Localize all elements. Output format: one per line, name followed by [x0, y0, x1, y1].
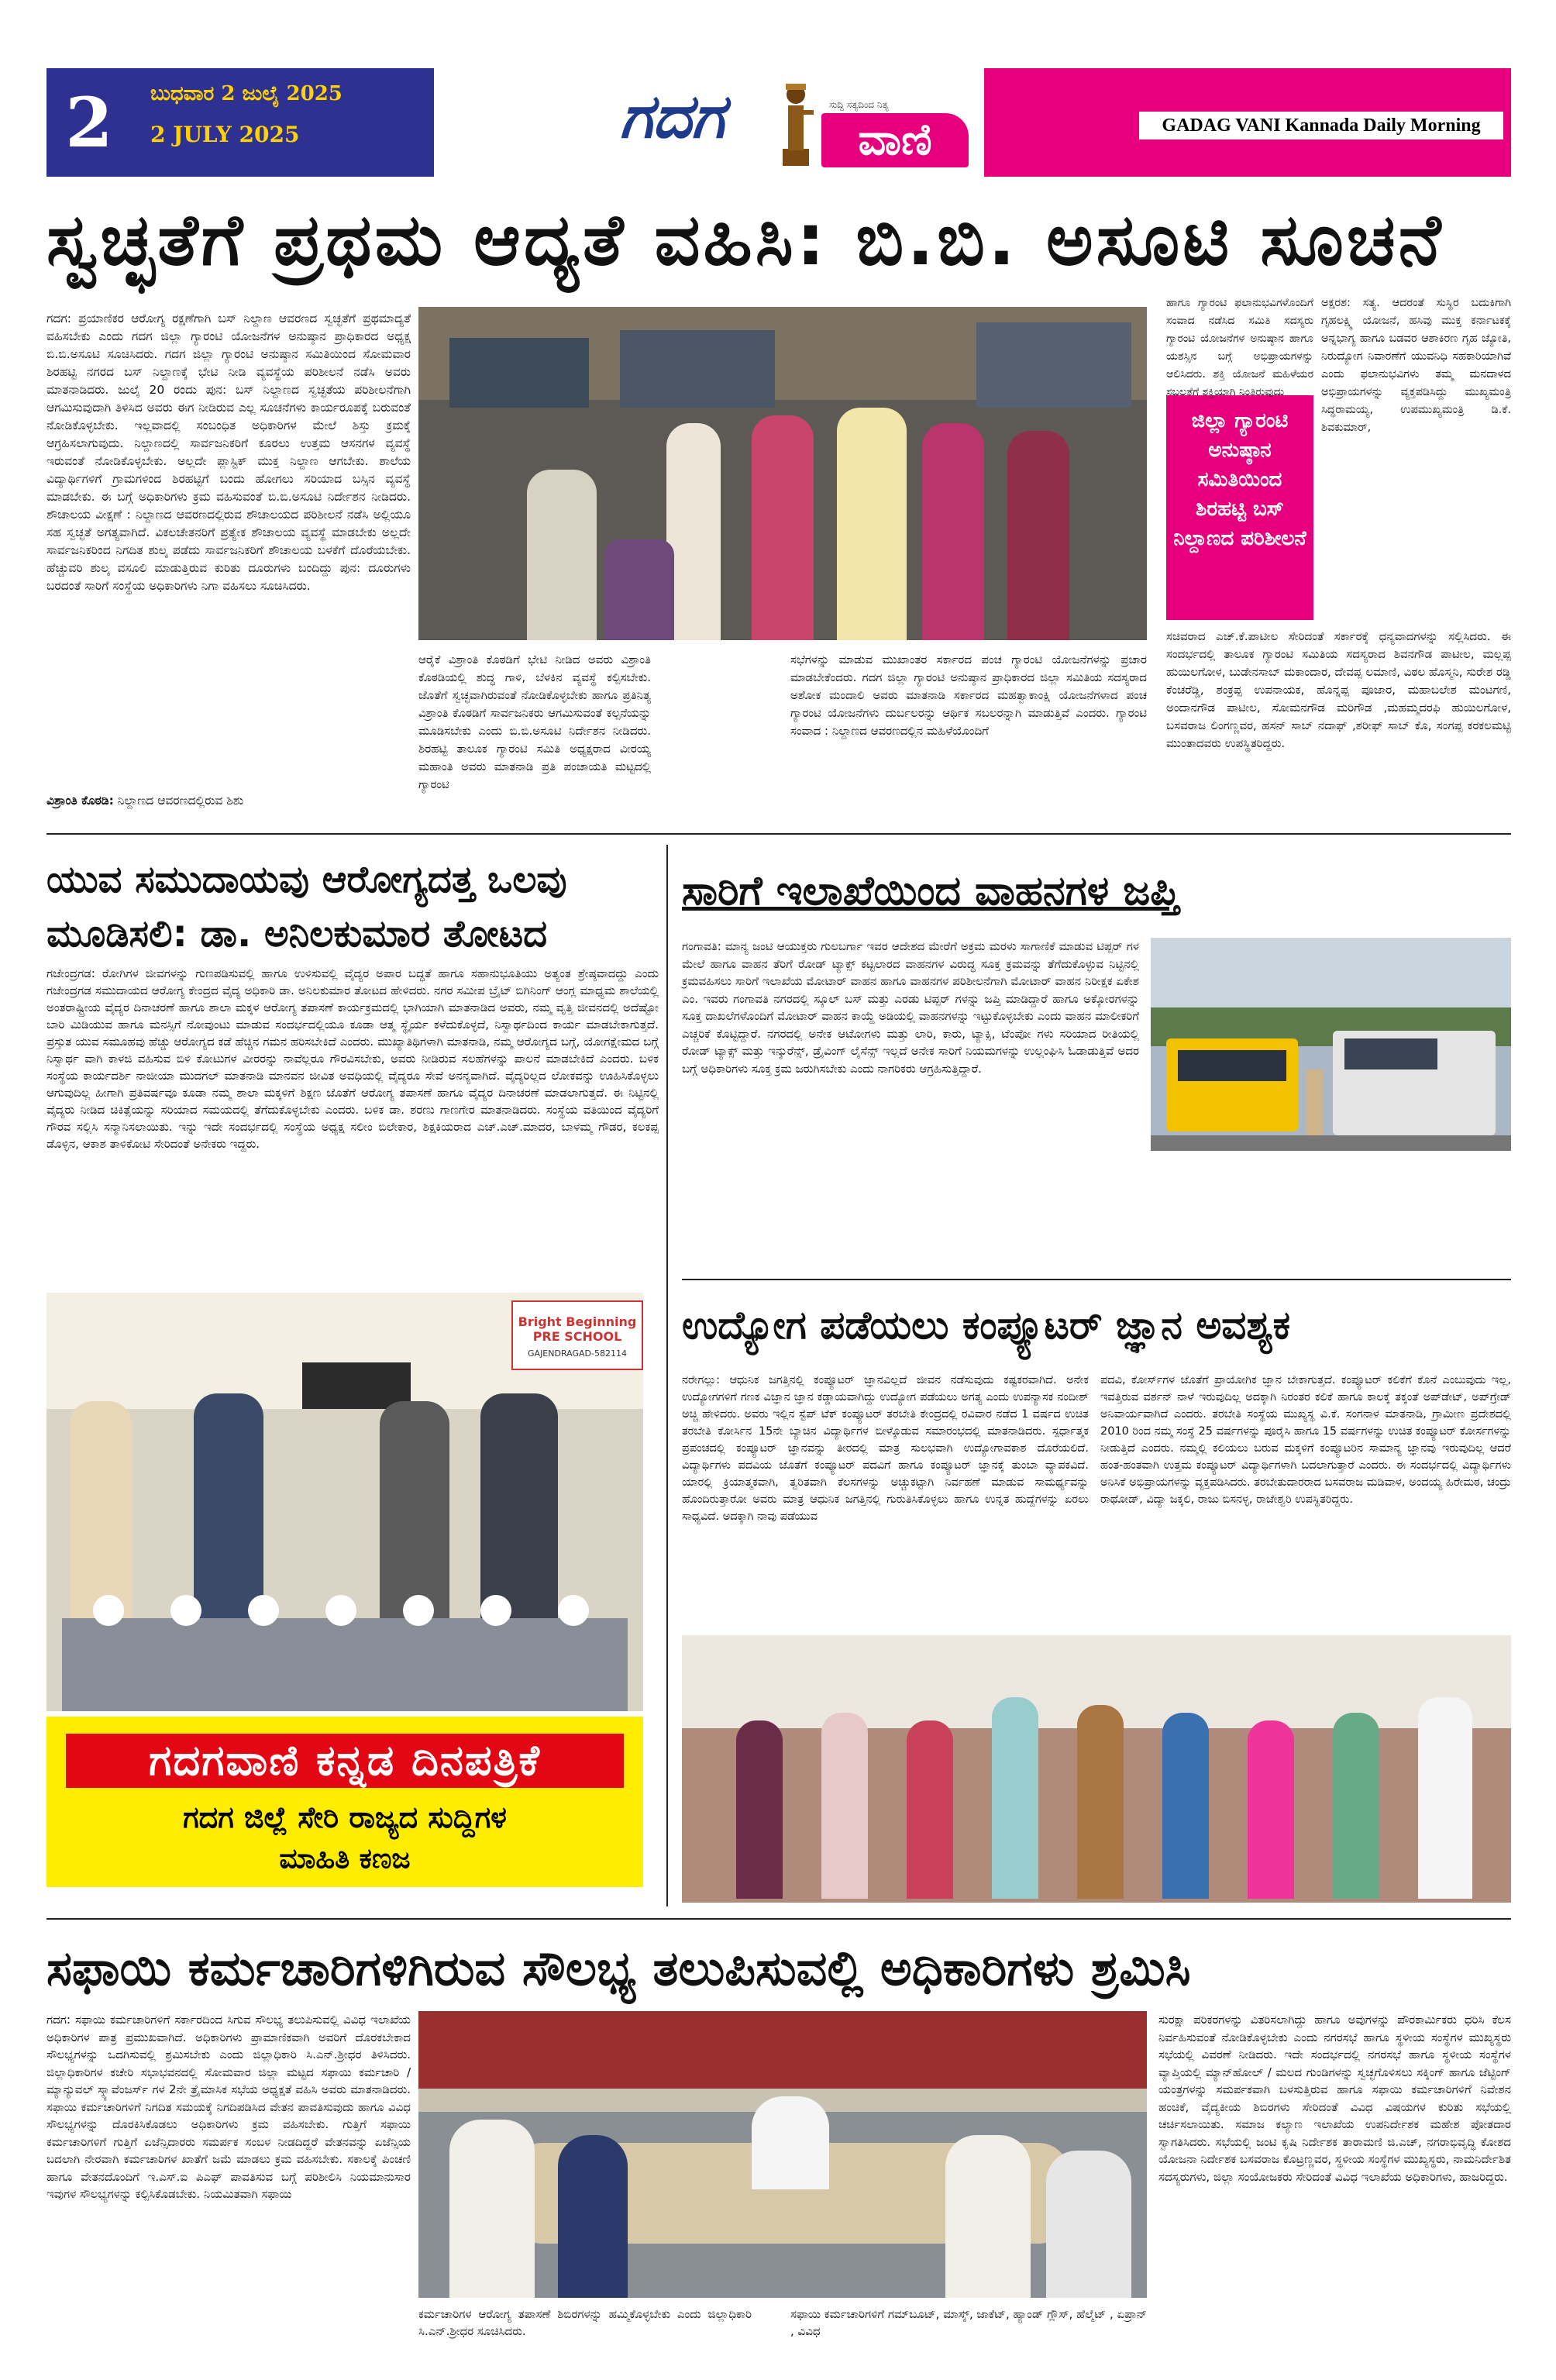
- story4-photo-students: [682, 1635, 1511, 1903]
- story1-highlight-box: ಜಿಲ್ಲಾ ಗ್ಯಾರಂಟಿ ಅನುಷ್ಠಾನ ಸಮಿತಿಯಿಂದ ಶಿರಹಟ್ಟಿ ಬಸ್ ನಿಲ್ದಾಣದ ಪರಿಶೀಲನೆ: [1166, 395, 1313, 620]
- logo-gadaga-text: ಗದಗ: [620, 82, 725, 152]
- page-number: 2: [46, 68, 132, 177]
- story2-headline-line1: ಯುವ ಸಮುದಾಯವು ಆರೋಗ್ಯದತ್ತ ಒಲವು: [46, 858, 567, 901]
- divider-1: [46, 833, 1511, 835]
- masthead: [46, 68, 1511, 177]
- story3-body: ಗಂಗಾವತಿ: ಮಾನ್ಯ ಜಂಟಿ ಆಯುಕ್ತರು ಗುಲಬರ್ಗಾ ಇವರ ಆದೇಶದ ಮೇರೆಗೆ ಅಕ್ರಮ ಮರಳು ಸಾಗಾಣಿಕೆ ಮಾಡುವ ಟಿಪ್ಪರ್ ಗಳ ಮೇಲೆ ಹಾಗೂ ವಾಹನ ತೆರಿಗೆ ರೋಡ್ ಟ್ಯಾಕ್ಸ್ ಕಟ್ಟಲಾರದ ವಾಹನಗಳ ವಿರುದ್ಧ ಸೂಕ್ತ ಕ್ರಮವನ್ನು ತೆಗೆದುಕೊಳ್ಳುವ ನಿಟ್ಟಿನಲ್ಲಿ ಕ್ರಮವಹಿಸಲು ಸಾರಿಗೆ ಇಲಾಖೆಯ ಮೋಟಾರ್ ವಾಹನ ಹಾಗೂ ವಾಹನಗಳ ಪರಿಶೀಲನೆಗಾಗಿ ಮೋಟಾರ್ ವಾಹನ ನಿರೀಕ್ಷಕ ಏಕೇಶ ಎಂ. ಇವರು ಗಂಗಾವತಿ ನಗರದಲ್ಲಿ ಸ್ಕೂಲ್ ಬಸ್ ಮತ್ತು ಎರಡು ಟಿಪ್ಪರ್ ಗಳನ್ನು ಜಪ್ತಿ ಮಾಡಿದ್ದಾರೆ ಹಾಗೂ ಅಕ್ಕೋರಗಳನ್ನು ಸೂಕ್ತ ದಾಖಲೆಗಳೊಂದಿಗೆ ಮೋಟಾರ್ ವಾಹನ ಕಾಯ್ದೆ ಅಡಿಯಲ್ಲಿ ವಾಹನಗಳನ್ನು ಇಟ್ಟುಕೊಳ್ಳಬೇಕು ಎಂದು ವಾಹನ ಮಾಲೀಕರಿಗೆ ಎಚ್ಚರಿಕೆ ಕೊಟ್ಟಿದ್ದಾರೆ. ನಗರದಲ್ಲಿ ಅನೇಕ ಆಟೋಗಳು ಮತ್ತು ಲಾರಿ, ಕಾರು, ಟ್ಯಾಕ್ಸಿ, ಟೆಂಪೋ ಗಳು ಸರಿಯಾದ ರೀತಿಯಲ್ಲಿ ರೋಡ್ ಟ್ಯಾಕ್ಸ್ ಮತ್ತು ಇನ್ಶುರೆನ್ಸ್, ಡ್ರೈವಿಂಗ್ ಲೈಸೆನ್ಸ್ ಇಲ್ಲದೆ ಅನೇಕ ಸಾರಿಗೆ ನಿಯಮಗಳನ್ನು ಉಲ್ಲಂಘಿಸಿ ಓಡಾಡುತ್ತಿವೆ ಅದರ ಬಗ್ಗೆ ಅಧಿಕಾರಿಗಳು ಸೂಕ್ತ ಕ್ರಮ ಜರುಗಿಸಬೇಕು ಎಂದು ನಾಗರಿಕರು ಆಗ್ರಹಿಸುತ್ತಿದ್ದಾರೆ.: [682, 939, 1139, 1076]
- date-kannada: ಬುಧವಾರ 2 ಜುಲೈ 2025: [150, 82, 343, 105]
- story1-subhead-rest-room: ವಿಶ್ರಾಂತಿ ಕೊಠಡಿ:: [46, 794, 114, 808]
- school-banner-text: Bright Beginning PRE SCHOOL: [518, 1314, 637, 1344]
- story2-photo-school: [46, 1293, 643, 1711]
- story1-col4-bottom: ಸಚಿವರಾದ ಎಚ್.ಕೆ.ಪಾಟೀಲ ಸೇರಿದಂತೆ ಸರ್ಕಾರಕ್ಕೆ ಧನ್ಯವಾದಗಳನ್ನು ಸಲ್ಲಿಸಿದರು. ಈ ಸಂದರ್ಭದಲ್ಲಿ ತಾಲೂಕ ಗ್ಯಾರಂಟಿ ಸಮಿತಿಯ ಸದಸ್ಯರಾದ ಶಿವನಗೌಡ ಪಾಟೀಲ, ಮಲ್ಲಪ್ಪ ಹುಯಿಲಗೋಳ, ಬುಡೇನಸಾಬ್ ಮಕಾಂದಾರ, ದೇವಪ್ಪ ಲಮಾಣಿ, ವಿಠಲ ಹೊಸ್ಮನಿ, ಸುರೇಶ ರಡ್ಡಿ ಕೆಂಚರೆಡ್ಡಿ, ಶಂಕ್ರಪ್ಪ ಉಪನಾಯಕ, ಹೊನ್ನಪ್ಪ ಪೂಜಾರ, ಮಹಾಬಲೇಶ ಮಂಟಗಣಿ, ಅಂದಾನಗೌಡ ಪಾಟೀಲ, ಸೋಮನಗೌಡ ಮರಿಗೌಡ ,ಮಹಮ್ಮದರಫಿ ಹುಯಿಲಗೋಳ, ಬಸವರಾಜ ಲಿಂಗಣ್ಣವರ, ಹಸನ್ ಸಾಬ್ ನದಾಫ್ ,ಶರೀಫ್ ಸಾಬ್ ಕೊ, ಸಂಗಪ್ಪ ಕರಕಲಮಟ್ಟಿ ಮುಂತಾದವರು ಉಪಸ್ಥಿತರಿದ್ದರು.: [1166, 629, 1511, 750]
- logo-tagline: ಸುದ್ದಿ ಸತ್ಯದಿಂದ ನಿತ್ಯ: [829, 99, 889, 110]
- story4-col2: ಪದವಿ, ಕೋರ್ಸ್‌ಗಳ ಜೊತೆಗೆ ಪ್ರಾಯೋಗಿಕ ಜ್ಞಾನ ಬೇಕಾಗುತ್ತದೆ. ಕಂಪ್ಯೂಟರ್ ಕಲಿಕೆಗೆ ಕೊನೆ ಎಂಬುವುದು ಇಲ್ಲ, ಇವತ್ತಿರುವ ವರ್ಶನ್ ನಾಳೆ ಇರುವುದಿಲ್ಲ ಅದಕ್ಕಾಗಿ ನಿರಂತರ ಕಲಿಕೆ ಹಾಗೂ ಕಾಲಕ್ಕೆ ತಕ್ಕಂತೆ ಅಪ್‌ಡೇಟ್, ಅಪ್‌ಗ್ರೇಡ್ ಅನಿವಾರ್ಯವಾಗಿದೆ ಎಂದರು. ತರಬೇತಿ ಸಂಸ್ಥೆಯ ಮುಖ್ಯಸ್ಥ ವಿ.ಕೆ. ಸಂಗನಾಳ ಮಾತನಾಡಿ, ಗ್ರಾಮೀಣ ಪ್ರದೇಶದಲ್ಲಿ 2010 ರಿಂದ ನಮ್ಮ ಸಂಸ್ಥೆ 25 ವರ್ಷಗಳನ್ನು ಪೂರೈಸಿ ಹಾಗೂ 15 ವರ್ಷಗಳನ್ನು ಉಚಿತ ಕಂಪ್ಯೂಟರ್ ಕೋರ್ಸಗಳನ್ನು ನೀಡುತ್ತಿದೆ ಎಂದರು. ನಮ್ಮಲ್ಲಿ ಕಲಿಯಲು ಬರುವ ಮಕ್ಕಳಿಗೆ ಕಂಪ್ಯೂಟರಿನ ಸಾಮಾನ್ಯ ಜ್ಞಾನವು ಇರುವುದಿಲ್ಲ ಆದರೆ ಹಂತ-ಹಂತವಾಗಿ ಉತ್ತಮ ಕಂಪ್ಯೂಟರ್ ವಿದ್ಯಾರ್ಥಿಗಳಾಗಿ ಬದಲಾಗುತ್ತಾರೆ ಎಂದರು. ಈ ಸಂದರ್ಭದಲ್ಲಿ ವಿದ್ಯಾರ್ಥಿಗಳು ಅನಿಸಿಕೆ ಅಭಿಪ್ರಾಯಗಳನ್ನು ವ್ಯಕ್ತಪಡಿಸಿದರು. ತರಬೇತುದಾರರಾದ ಬಸವರಾಜ ಮಡಿವಾಳ, ಅಂದಯ್ಯ ಹಿರೇಮಠ, ಚಂದ್ರು ರಾಥೋಡ್, ವಿದ್ಯಾ ಜಕ್ಕಲಿ, ರಾಜು ಬಿಸನಳ್ಳ, ರಾಜೇಶ್ವರಿ ಉಪಸ್ಥಿತರಿದ್ದರು.: [1100, 1374, 1511, 1506]
- school-banner-address: GAJENDRAGAD-582114: [528, 1348, 627, 1359]
- date-english: 2 JULY 2025: [150, 122, 300, 147]
- story5-caption-b: ಸಫಾಯಿ ಕರ್ಮಚಾರಿಗಳಿಗೆ ಗಮ್‌ಬೂಟ್, ಮಾಸ್ಕ್, ಜಾಕೆಟ್, ಹ್ಯಾಂಡ್ ಗ್ಲೌಸ್, ಹೆಲ್ಮೆಟ್ , ಏಪ್ರಾನ್ , ವಿವಿಧ: [790, 2307, 1147, 2338]
- paper-tagline: GADAG VANI Kannada Daily Morning: [1139, 112, 1503, 139]
- story5-col3: ಸುರಕ್ಷಾ ಪರಿಕರಗಳನ್ನು ವಿತರಿಸಲಾಗಿದ್ದು ಹಾಗೂ ಅವುಗಳನ್ನು ಪೌರಕಾರ್ಮಿಕರು ಧರಿಸಿ ಕೆಲಸ ನಿರ್ವಹಿಸುವಂತೆ ನೋಡಿಕೊಳ್ಳಬೇಕು ಎಂದು ನಗರಸಭೆ ಹಾಗೂ ಸ್ಥಳೀಯ ಸಂಸ್ಥೆಗಳ ಮುಖ್ಯಸ್ಥರು ಸಭೆಯಲ್ಲಿ ವಿವರಣೆ ನೀಡಿದರು. ಇದೇ ಸಂದರ್ಭದಲ್ಲಿ ನಗರಸಭೆ ಹಾಗೂ ಸ್ಥಳೀಯ ಸಂಸ್ಥೆಗಳ ವ್ಯಾಪ್ತಿಯಲ್ಲಿ ಮ್ಯಾನ್‌ಹೋಲ್ / ಮಲದ ಗುಂಡಿಗಳನ್ನು ಸ್ವಚ್ಛಗೊಳಿಸಲು ಸಕ್ಕಿಂಗ್ ಹಾಗೂ ಜೆಟ್ಟಿಂಗ್ ಯಂತ್ರಗಳನ್ನು ಸಮರ್ಪಕವಾಗಿ ಬಳಸುತ್ತಿರುವ ಹಾಗೂ ಸಫಾಯಿ ಕರ್ಮಚಾರಿಗಳಿಗೆ ನಿವೇಶನ ಹಂಚಿಕೆ, ವೈದ್ಯಕೀಯ ಶಿಬಿರಗಳು ಸೇರಿದಂತೆ ವಿವಿಧ ವಿಷಯಗಳ ಕುರಿತು ಸಭೆಯಲ್ಲಿ ಚರ್ಚಿಸಲಾಯಿತು. ಸಮಾಜ ಕಲ್ಯಾಣ ಇಲಾಖೆಯ ಉಪನಿರ್ದೇಶಕ ಮಹೇಶ ಪೋತದಾರ ಸ್ವಾಗತಿಸಿದರು. ಸಭೆಯಲ್ಲಿ ಜಂಟಿ ಕೃಷಿ ನಿರ್ದೇಶಕ ತಾರಾಮಣಿ ಜಿ.ಎಚ್, ನಗರಾಭಿವೃದ್ಧಿ ಕೋಶದ ಯೋಜನಾ ನಿರ್ದೇಶಕ ಬಸವರಾಜ ಕೊಟ್ರಣ್ಣವರ, ಸ್ಥಳೀಯ ಸಂಸ್ಥೆಗಳ ಮುಖ್ಯಸ್ಥರು, ನಾಮನಿರ್ದೇಶಿತ ಸದಸ್ಯರುಗಳು, ಜಿಲ್ಲಾ ಸಂಯೋಜಕರು ಸೇರಿದಂತೆ ವಿವಿಧ ಇಲಾಖೆಯ ಅಧಿಕಾರಿಗಳು, ಹಾಜರಿದ್ದರು.: [1158, 2013, 1511, 2184]
- story1-col2: ಆರೈಕೆ ವಿಶ್ರಾಂತಿ ಕೊಠಡಿಗೆ ಭೇಟಿ ನೀಡಿದ ಅವರು ವಿಶ್ರಾಂತಿ ಕೊಠಡಿಯಲ್ಲಿ ಶುದ್ಧ ಗಾಳಿ, ಬೆಳಕಿನ ವ್ಯವಸ್ಥೆ ಕಲ್ಪಿಸಬೇಕು. ಜೊತೆಗೆ ಸ್ವಚ್ಛವಾಗಿರುವಂತೆ ನೋಡಿಕೊಳ್ಳಬೇಕು ಹಾಗೂ ಪ್ರತಿನಿತ್ಯ ವಿಶ್ರಾಂತಿ ಕೊಠಡಿಗೆ ಸಾರ್ವಜನಿಕರು ಆಗಮಿಸುವಂತೆ ಕಲ್ಪನೆಯನ್ನು ಮೂಡಿಸಬೇಕು ಎಂದು ಬಿ.ಬಿ.ಅಸೂಟಿ ನಿರ್ದೇಶನ ನೀಡಿದರು. ಶಿರಹಟ್ಟಿ ತಾಲೂಕ ಗ್ಯಾರಂಟಿ ಸಮಿತಿ ಅಧ್ಯಕ್ಷರಾದ ವೀರಯ್ಯ ಮಹಾಂತಿ ಅವರು ಮಾತನಾಡಿ ಪ್ರತಿ ಪಂಚಾಯತಿ ಮಟ್ಟದಲ್ಲಿ ಗ್ಯಾರಂಟಿ: [418, 653, 651, 791]
- story5-caption-a: ಕರ್ಮಚಾರಿಗಳ ಆರೋಗ್ಯ ತಪಾಸಣೆ ಶಿಬಿರಗಳನ್ನು ಹಮ್ಮಿಕೊಳ್ಳಬೇಕು ಎಂದು ಜಿಲ್ಲಾಧಿಕಾರಿ ಸಿ.ಎನ್.ಶ್ರೀಧರ ಸೂಚಿಸಿದರು.: [418, 2307, 752, 2338]
- story2-headline-line2: ಮೂಡಿಸಲಿ: ಡಾ. ಅನಿಲಕುಮಾರ ತೋಟದ: [46, 912, 548, 956]
- story1-headline: ಸ್ವಚ್ಛತೆಗೆ ಪ್ರಥಮ ಆದ್ಯತೆ ವಹಿಸಿ: ಬಿ.ಬಿ. ಅಸೂಟಿ ಸೂಚನೆ: [46, 198, 1444, 281]
- date-box: [132, 68, 434, 177]
- story1-col3: ಸಭೆಗಳನ್ನು ಮಾಡುವ ಮುಖಾಂತರ ಸರ್ಕಾರದ ಪಂಚ ಗ್ಯಾರಂಟಿ ಯೋಜನೆಗಳನ್ನು ಪ್ರಚಾರ ಮಾಡಬೇಕೆಂದರು. ಗದಗ ಜಿಲ್ಲಾ ಗ್ಯಾರಂಟಿ ಅನುಷ್ಠಾನ ಪ್ರಾಧಿಕಾರದ ಜಿಲ್ಲಾ ಸಮಿತಿಯ ಸದಸ್ಯರಾದ ಅಶೋಕ ಮಂದಾಲಿ ಅವರು ಮಾತನಾಡಿ ಸರ್ಕಾರದ ಮಹತ್ವಾಕಾಂಕ್ಷಿ ಯೋಜನೆಗಳಾದ ಪಂಚ ಗ್ಯಾರಂಟಿ ಯೋಜನೆಗಳು ದುರ್ಬಲರನ್ನು ಆರ್ಥಿಕ ಸಬಲರನ್ನಾಗಿ ಮಾಡುತ್ತಿವೆ ಎಂದರು. ಗ್ಯಾರಂಟಿ ಸಂವಾದ : ನಿಲ್ದಾಣದ ಆವರಣದಲ್ಲಿನ ಮಹಿಳೆಯೊಂದಿಗೆ: [790, 653, 1147, 738]
- story1-col1-tail: [46, 792, 411, 815]
- story1-photo-bus-stand: [418, 307, 1147, 640]
- ad-line2: ಗದಗ ಜಿಲ್ಲೆ ಸೇರಿ ರಾಜ್ಯದ ಸುದ್ದಿಗಳ: [183, 1800, 507, 1834]
- ad-line1: ಗದಗವಾಣಿ ಕನ್ನಡ ದಿನಪತ್ರಿಕೆ: [66, 1734, 624, 1788]
- story5-headline: ಸಫಾಯಿ ಕರ್ಮಚಾರಿಗಳಿಗಿರುವ ಸೌಲಭ್ಯ ತಲುಪಿಸುವಲ್ಲಿ ಅಧಿಕಾರಿಗಳು ಶ್ರಮಿಸಿ: [46, 1940, 1191, 1996]
- story1-col4-side: ಅಕ್ಷರಶ: ಸತ್ಯ. ಆದರಂತೆ ಸುಸ್ಥಿರ ಬದುಕಿಗಾಗಿ ಗೃಹಲಕ್ಷ್ಮಿ ಯೋಜನೆ, ಹಸಿವು ಮುಕ್ತ ಕರ್ನಾಟಕಕ್ಕೆ ಅನ್ನಭಾಗ್ಯ ಹಾಗೂ ಬಡವರ ಆಶಾಕಿರಣ ಗೃಹ ಜ್ಯೋತಿ, ನಿರುದ್ಯೋಗ ನಿವಾರಣೆಗೆ ಯುವನಿಧಿ ಸಹಕಾರಿಯಾಗಿವೆ ಎಂದು ಫಲಾನುಭವಿಗಳು ತಮ್ಮ ಮನದಾಳದ ಅಭಿಪ್ರಾಯಗಳನ್ನು ವ್ಯಕ್ತಪಡಿಸಿದ್ದು ಮುಖ್ಯಮಂತ್ರಿ ಸಿದ್ಧರಾಮಯ್ಯ, ಉಪಮುಖ್ಯಮಂತ್ರಿ ಡಿ.ಕೆ. ಶಿವಕುಮಾರ್,: [1321, 297, 1511, 434]
- gadagavani-ad: [46, 1717, 643, 1887]
- school-banner: [511, 1300, 643, 1370]
- logo-vani-text: ವಾಣಿ: [821, 113, 969, 167]
- story5-photo-meeting: [418, 2011, 1147, 2298]
- story2-body: ಗಜೇಂದ್ರಗಡ: ರೋಗಿಗಳ ಜೀವಗಳನ್ನು ಗುಣಪಡಿಸುವಲ್ಲಿ ಹಾಗೂ ಉಳಿಸುವಲ್ಲಿ ವೈದ್ಯರ ಅಪಾರ ಬದ್ಧತೆ ಹಾಗೂ ಸಹಾನುಭೂತಿಯು ಅತ್ಯಂತ ಶ್ರೇಷ್ಠವಾದದ್ದು ಎಂದು ಗಜೇಂದ್ರಗಡ ಸಮುದಾಯದ ಆರೋಗ್ಯ ಕೇಂದ್ರದ ವೈದ್ಯ ಅಧಿಕಾರಿ ಡಾ. ಅನಿಲಕುಮಾರ ತೋಟದ ಹೇಳಿದರು. ನಗರ ಸಮೀಪ ಬ್ರೈಟ್ ಬಿಗಿನಿಂಗ್ ಆಂಗ್ಲ ಮಾಧ್ಯಮ ಶಾಲೆಯಲ್ಲಿ ಅಂತರಾಷ್ಟ್ರೀಯ ವೈದ್ಯರ ದಿನಾಚರಣೆ ಹಾಗೂ ಶಾಲಾ ಮಕ್ಕಳ ಆರೋಗ್ಯ ತಪಾಸಣೆ ಕಾರ್ಯಕ್ರಮದಲ್ಲಿ ಭಾಗಿಯಾಗಿ ಮಾತನಾಡಿದ ಅವರು, ನಮ್ಮ ವೃತ್ತಿ ಜೀವನದಲ್ಲಿ ಅದೆಷ್ಟೋ ಬಾರಿ ಮಿಡಿಯುವ ಹಾಗೂ ಮನಸ್ಸಿಗೆ ನೋವುಂಟು ಮಾಡುವ ಸಂದರ್ಭದಲ್ಲಿಯೂ ಕೂಡಾ ಆತ್ಮ ಸ್ಥೈರ್ಯ ಕಳೆದುಕೊಳ್ಳದೆ, ನಿಸ್ವಾರ್ಥದಿಂದ ಕಾರ್ಯ ಮಾಡಬೇಕಾಗುತ್ತದೆ. ಪ್ರಸ್ತುತ ಯುವ ಸಮೂಹವು ಹೆಚ್ಚು ಆರೋಗ್ಯದ ಕಡೆ ಹೆಚ್ಚಿನ ಗಮನ ಹರಿಸಬೇಕಿದೆ ಎಂದರು. ಮುಖ್ಯಾತಿಥಿಗಳಾಗಿ ಮಾತನಾಡಿ, ನಮ್ಮ ಆರೋಗ್ಯದ ಬಗ್ಗೆ, ಯೋಗಕ್ಷೇಮದ ಬಗ್ಗೆ ನಿಸ್ವಾರ್ಥ ವಾಗಿ ಕಾಳಜಿ ವಹಿಸುವ ಬಿಳಿ ಕೋಟುಗಳ ವೀರರನ್ನು ನಾವೆಲ್ಲರೂ ಗೌರವಿಸಬೇಕು, ಅವರು ನೀಡಿರುವ ಸಲಹೆಗಳನ್ನು ಪಾಲನೆ ಮಾಡಬೇಕಿದೆ ಎಂದರು. ಬಳಿಕ ಸಂಸ್ಥೆಯ ಕಾರ್ಯದರ್ಶಿ ನಾಜೀಯಾ ಮುದಗಲ್ ಮಾತನಾಡಿ ಮಾನವನ ಜೀವಿತ ಅವಧಿಯಲ್ಲಿ ವೈದ್ಯರೂ ಸೇವೆ ಅನನ್ಯವಾಗಿದೆ. ವೈದ್ಯರಿಲ್ಲದ ಲೋಕವನ್ನು ಊಹಿಸಿಕೊಳ್ಳಲು ಆಗುವುದಿಲ್ಲ ಹೀಗಾಗಿ ಪ್ರತಿವರ್ಷವೂ ಕೂಡಾ ನಮ್ಮ ಶಾಲಾ ಮಕ್ಕಳಿಗೆ ಶಿಕ್ಷಣ ಜೊತೆಗೆ ಆರೋಗ್ಯ ತಪಾಸಣೆ ಹಾಗೂ ವೈದ್ಯರ ದಿನಾಚರಣೆ ಮಾಡಲಾಗುತ್ತದೆ. ಈ ನಿಟ್ಟಿನಲ್ಲಿ ವೈದ್ಯರು ನೀಡಿದ ಚಿಕಿತ್ಸೆಯನ್ನು ಸರಿಯಾದ ಸಮಯದಲ್ಲಿ ತೆಗೆದುಕೊಳ್ಳಬೇಕು ಎಂದರು. ಬಳಿಕ ಡಾ. ಶರಣು ಗಾಣಗೇರ ಮಾತನಾಡಿದರು. ಸಂಸ್ಥೆಯ ವತಿಯಿಂದ ವೈದ್ಯರಿಗೆ ಗೌರವ ಸಲ್ಲಿಸಿ ಸನ್ಮಾನಿಸಲಾಯಿತು. ಇನ್ನು ಇದೇ ಸಂದರ್ಭದಲ್ಲಿ ಸಂಸ್ಥೆಯ ಅಧ್ಯಕ್ಷ ಸಲೀಂ ಬಿಲೇಕಾರ, ಶಿಕ್ಷಕಿಯರಾದ ಎಚ್.ಎಚ್.ಮಾದರ, ಬಾಳಮ್ಮ ಗೌಡರ, ಕಲಕಪ್ಪ ಡೊಳ್ಳಿನ, ಆಕಾಶ ತಾಳಿಕೋಟಿ ಸೇರಿದಂತೆ ಅನೇಕರು ಇದ್ದರು.: [46, 966, 659, 1151]
- story5-col1: ಗದಗ: ಸಫಾಯಿ ಕರ್ಮಚಾರಿಗಳಿಗೆ ಸರ್ಕಾರದಿಂದ ಸಿಗುವ ಸೌಲಭ್ಯ ತಲುಪಿಸುವಲ್ಲಿ ವಿವಿಧ ಇಲಾಖೆಯ ಅಧಿಕಾರಿಗಳ ಪಾತ್ರ ಪ್ರಮುಖವಾಗಿದೆ. ಅಧಿಕಾರಿಗಳು ಪ್ರಾಮಾಣಿಕವಾಗಿ ಅವರಿಗೆ ದೊರಕಬೇಕಾದ ಸೌಲಭ್ಯಗಳನ್ನು ಒದಗಿಸುವಲ್ಲಿ ಶ್ರಮಿಸಬೇಕು ಎಂದು ಜಿಲ್ಲಾಧಿಕಾರಿ ಸಿ.ಎನ್.ಶ್ರೀಧರ ತಿಳಿಸಿದರು. ಜಿಲ್ಲಾಧಿಕಾರಿಗಳ ಕಚೇರಿ ಸಭಾಭವನದಲ್ಲಿ ಸೋಮವಾರ ಜಿಲ್ಲಾ ಮಟ್ಟದ ಸಫಾಯಿ ಕರ್ಮಚಾರಿ / ಮ್ಯಾನ್ಯುವಲ್ ಸ್ಕ್ಯಾವೆಂಜರ್ಸ್ ಗಳ 2ನೇ ತ್ರೈಮಾಸಿಕ ಸಭೆಯ ಅಧ್ಯಕ್ಷತೆ ವಹಿಸಿ ಅವರು ಮಾತನಾಡಿದರು. ಸಫಾಯಿ ಕರ್ಮಚಾರಿಗಳಿಗೆ ನಿಗದಿತ ಸಮಯಕ್ಕೆ ನಿಗದಿಪಡಿಸಿದ ವೇತನ ಪಾವತಿಸುವುದು ಹಾಗೂ ವಿವಿಧ ಸೌಲಭ್ಯಗಳನ್ನು ದೊರಕಿಸಿಕೊಡಲು ಅಧಿಕಾರಿಗಳು ಕ್ರಮ ವಹಿಸಬೇಕು. ಗುತ್ತಿಗೆ ಸಫಾಯಿ ಕರ್ಮಚಾರಿಗಳಿಗೆ ಗುತ್ತಿಗೆ ಏಜೆನ್ಸಿದಾರರು ಸಮರ್ಪಕ ಸಂಬಳ ನೀಡದಿದ್ದರೆ ವೇತನವನ್ನು ಏಜೆನ್ಸಿಯ ಬದಲಾಗಿ ನೇರವಾಗಿ ಕರ್ಮಚಾರಿಗಳ ಖಾತೆಗೆ ಜಮೆ ಮಾಡಲು ಕ್ರಮ ವಹಿಸಬೇಕು. ಸಕಾಲಕ್ಕೆ ಪಿಂಚಣಿ ಹಾಗೂ ವೇತನದೊಂದಿಗೆ ಇ.ಎಸ್.ಐ ಪಿಎಫ್ ಪಾವತಿಸುವ ಬಗ್ಗೆ ಪರಿಶೀಲಿಸಿ ನಿಯಮಾನುಸಾರ ಇವುಗಳ ಸೌಲಭ್ಯಗಳನ್ನು ಕಲ್ಪಿಸಿಕೊಡಬೇಕು. ನಿಯಮಿತವಾಗಿ ಸಫಾಯಿ: [46, 2013, 411, 2201]
- story3-photo-vehicles: [1151, 938, 1511, 1151]
- story4-col1: ನರೇಗಲ್ಲು: ಆಧುನಿಕ ಜಗತ್ತಿನಲ್ಲಿ ಕಂಪ್ಯೂಟರ್ ಜ್ಞಾನವಿಲ್ಲದೆ ಜೀವನ ನಡೆಸುವುದು ಕಷ್ಟಕರವಾಗಿದೆ. ಅನೇಕ ಉದ್ಯೋಗಗಳಿಗೆ ಗಣಕ ವಿಜ್ಞಾನ ಜ್ಞಾನ ಕಡ್ಡಾಯವಾಗಿದ್ದು ಉದ್ಯೋಗ ಪಡೆಯಲು ಅಗತ್ಯ ಎಂದು ಉಪನ್ಯಾಸಕ ನಂದೀಶ್ ಅಚ್ಚಿ ಹೇಳಿದರು. ಅವರು ಇಲ್ಲಿನ ಸ್ಟೆಪ್ ಟೆಕ್ ಕಂಪ್ಯೂಟರ್ ತರಬೇತಿ ಕೇಂದ್ರದಲ್ಲಿ ರವಿವಾರ ನಡೆದ 1 ವರ್ಷದ ಉಚಿತ ತರಬೇತಿ ಕೋರ್ಸಿನ 15ನೇ ಬ್ಯಾಚಿನ ವಿದ್ಯಾರ್ಥಿಗಳ ಬೀಳ್ಕೊಡುವ ಸಮಾರಂಭದಲ್ಲಿ ಮಾತನಾಡಿದರು. ಸ್ಪರ್ಧಾತ್ಮಕ ಪ್ರಪಂಚದಲ್ಲಿ ಕಂಪ್ಯೂಟರ್ ಜ್ಞಾನವನ್ನು ತೀರದಲ್ಲಿ ಮಾತ್ರ ಸುಲಭವಾಗಿ ಉದ್ಯೋಗಾವಕಾಶ ದೊರೆಯಲಿದೆ. ವಿದ್ಯಾರ್ಥಿಗಳು ಪದವಿಯ ಜೊತೆಗೆ ಕಂಪ್ಯೂಟರ್ ಪದವಿಗೆ ಹಾಗೂ ಕಂಪ್ಯೂಟರ್ ಜ್ಞಾನಕ್ಕೆ ತುಂಬಾ ವ್ಯಾಪಕವಿದೆ. ಯಾರಲ್ಲಿ ಕ್ರಿಯಾತ್ಮಕವಾಗಿ, ತ್ವರಿತವಾಗಿ ಕೆಲಸಗಳನ್ನು ಅಚ್ಚುಕಟ್ಟಾಗಿ ನಿರ್ವಹಣೆ ಮಾಡುವ ಸಾಮರ್ಥ್ಯವನ್ನು ಹೊಂದಿರುತ್ತಾರೋ ಅವರು ಮಾತ್ರ ಆಧುನಿಕ ಜಗತ್ತಿನಲ್ಲಿ ಗುರುತಿಸಿಕೊಳ್ಳಲು ಹಾಗೂ ಉನ್ನತ ಹುದ್ದೆಗಳನ್ನು ಏರಲು ಸಾಧ್ಯವಿದೆ. ಅದಕ್ಕಾಗಿ ನಾವು ಪಡೆಯುವ: [682, 1374, 1089, 1523]
- story3-headline: ಸಾರಿಗೆ ಇಲಾಖೆಯಿಂದ ವಾಹನಗಳ ಜಪ್ತಿ: [682, 868, 1179, 914]
- story1-col1-tail-text: ನಿಲ್ದಾಣದ ಆವರಣದಲ್ಲಿರುವ ಶಿಶು: [117, 794, 244, 808]
- divider-2: [682, 1279, 1511, 1280]
- tagline-band: [984, 68, 1511, 177]
- ad-line3: ಮಾಹಿತಿ ಕಣಜ: [279, 1843, 411, 1875]
- logo: [434, 68, 984, 177]
- statue-icon: [769, 74, 823, 167]
- divider-3: [46, 1918, 1511, 1920]
- divider-vertical: [666, 845, 668, 1906]
- story4-headline: ಉದ್ಯೋಗ ಪಡೆಯಲು ಕಂಪ್ಯೂಟರ್ ಜ್ಞಾನ ಅವಶ್ಯಕ: [682, 1303, 1291, 1348]
- story1-col4: ಹಾಗೂ ಗ್ಯಾರಂಟಿ ಫಲಾನುಭವಿಗಳೊಂದಿಗೆ ಸಂವಾದ ನಡೆಸಿದ ಸಮಿತಿ ಸದಸ್ಯರು ಗ್ಯಾರಂಟಿ ಯೋಜನೆಗಳ ಅನುಷ್ಠಾನ ಹಾಗೂ ಯಶಸ್ಸಿನ ಬಗ್ಗೆ ಅಭಿಪ್ರಾಯಗಳನ್ನು ಆಲಿಸಿದರು. ಶಕ್ತಿ ಯೋಜನೆ ಮಹಿಳೆಯರ ಸಬಲತೆಗೆ ಶಕ್ತಿಯಾಗಿ ನಿಂತಿರುವುದು: [1166, 297, 1313, 398]
- story1-col1: ಗದಗ: ಪ್ರಯಾಣಿಕರ ಆರೋಗ್ಯ ರಕ್ಷಣೆಗಾಗಿ ಬಸ್ ನಿಲ್ದಾಣ ಆವರಣದ ಸ್ವಚ್ಛತೆಗೆ ಪ್ರಥಮಾದ್ಯತೆ ವಹಿಸಬೇಕು ಎಂದು ಗದಗ ಜಿಲ್ಲಾ ಗ್ಯಾರಂಟಿ ಯೋಜನೆಗಳ ಅನುಷ್ಠಾನ ಪ್ರಾಧಿಕಾರದ ಅಧ್ಯಕ್ಷ ಬಿ.ಬಿ.ಅಸೂಟಿ ಸೂಚಿಸಿದರು. ಗದಗ ಜಿಲ್ಲಾ ಗ್ಯಾರಂಟಿ ಅನುಷ್ಠಾನ ಸಮಿತಿಯಿಂದ ಸೋಮವಾರ ಶಿರಹಟ್ಟಿ ನಗರದ ಬಸ್ ನಿಲ್ದಾಣಕ್ಕೆ ಭೇಟಿ ನೀಡಿ ವ್ಯವಸ್ಥೆಯ ಪರಿಶೀಲನೆ ನಡೆಸಿ ಅವರು ಮಾತನಾಡಿದರು. ಜುಲೈ 20 ರಂದು ಪುನ: ಬಸ್ ನಿಲ್ದಾಣದ ಸ್ವಚ್ಛತೆಯ ಪರಿಶೀಲನೆಗಾಗಿ ಆಗಮಿಸುವುದಾಗಿ ತಿಳಿಸಿದ ಅವರು ಈಗ ನೀಡಿರುವ ಎಲ್ಲ ಸೂಚನೆಗಳು ಕಾರ್ಯರೂಪಕ್ಕೆ ಬರುವಂತೆ ನೋಡಿಕೊಳ್ಳಬೇಕು. ಇಲ್ಲವಾದಲ್ಲಿ ಸಂಬಂಧಿತ ಅಧಿಕಾರಿಗಳ ಮೇಲೆ ಶಿಸ್ತು ಕ್ರಮಕ್ಕೆ ಆಗ್ರಹಿಸಲಾಗುವುದು. ನಿಲ್ದಾಣದಲ್ಲಿ ಸಾರ್ವಜನಿಕರಿಗೆ ಕೂರಲು ಉತ್ತಮ ಆಸನಗಳ ವ್ಯವಸ್ಥೆ ಇರುವಂತೆ ನೋಡಿಕೊಳ್ಳಬೇಕು. ಅಲ್ಲದೇ ಪ್ಲಾಸ್ಟಿಕ್ ಮುಕ್ತ ನಿಲ್ದಾಣ ಆಗಬೇಕು. ಶಾಲೆಯ ವಿದ್ಯಾರ್ಥಿಗಳಿಗೆ ಗ್ರಾಮಗಳಿಂದ ಶಿರಹಟ್ಟಿಗೆ ಬಂದು ಹೋಗಲು ಸರಿಯಾದ ಬಸ್ಸಿನ ವ್ಯವಸ್ಥೆ ಮಾಡಬೇಕು. ಈ ಬಗ್ಗೆ ಅಧಿಕಾರಿಗಳು ಕ್ರಮ ವಹಿಸುವಂತೆ ಬಿ.ಬಿ.ಅಸೂಟಿ ನಿರ್ದೇಶನ ನೀಡಿದರು. ಶೌಚಾಲಯ ವೀಕ್ಷಣೆ : ನಿಲ್ದಾಣದ ಆವರಣದಲ್ಲಿರುವ ಶೌಚಾಲಯದ ಪರಿಶೀಲನೆ ನಡೆಸಿ ಅಲ್ಲಿಯೂ ಸಹ ಸ್ವಚ್ಛತೆ ಅಗತ್ಯವಾಗಿದೆ. ವಿಕಲಚೇತನರಿಗೆ ಪ್ರತ್ಯೇಕ ಶೌಚಾಲಯ ವ್ಯವಸ್ಥೆ ಮಾಡಬೇಕು ಅಲ್ಲದೇ ಸಾರ್ವಜನಿಕರಿಂದ ನಿಗದಿತ ಶುಲ್ಕ ಪಡೆದು ಸಾರ್ವಜನಿಕರಿಗೆ ಶೌಚಾಲಯ ಬಳಕೆಗೆ ದೊರೆಯಬೇಕು. ಹೆಚ್ಚುವರಿ ಶುಲ್ಕ ವಸೂಲಿ ಮಾಡುತ್ತಿರುವ ಕುರಿತು ದೂರುಗಳು ಬಂದಿದ್ದು ಪುನ: ದೂರುಗಳು ಬರದಂತೆ ಸಾರಿಗೆ ಸಂಸ್ಥೆಯ ಅಧಿಕಾರಿಗಳು ನಿಗಾ ವಹಿಸಲು ಸೂಚಿಸಿದರು.: [46, 312, 411, 593]
